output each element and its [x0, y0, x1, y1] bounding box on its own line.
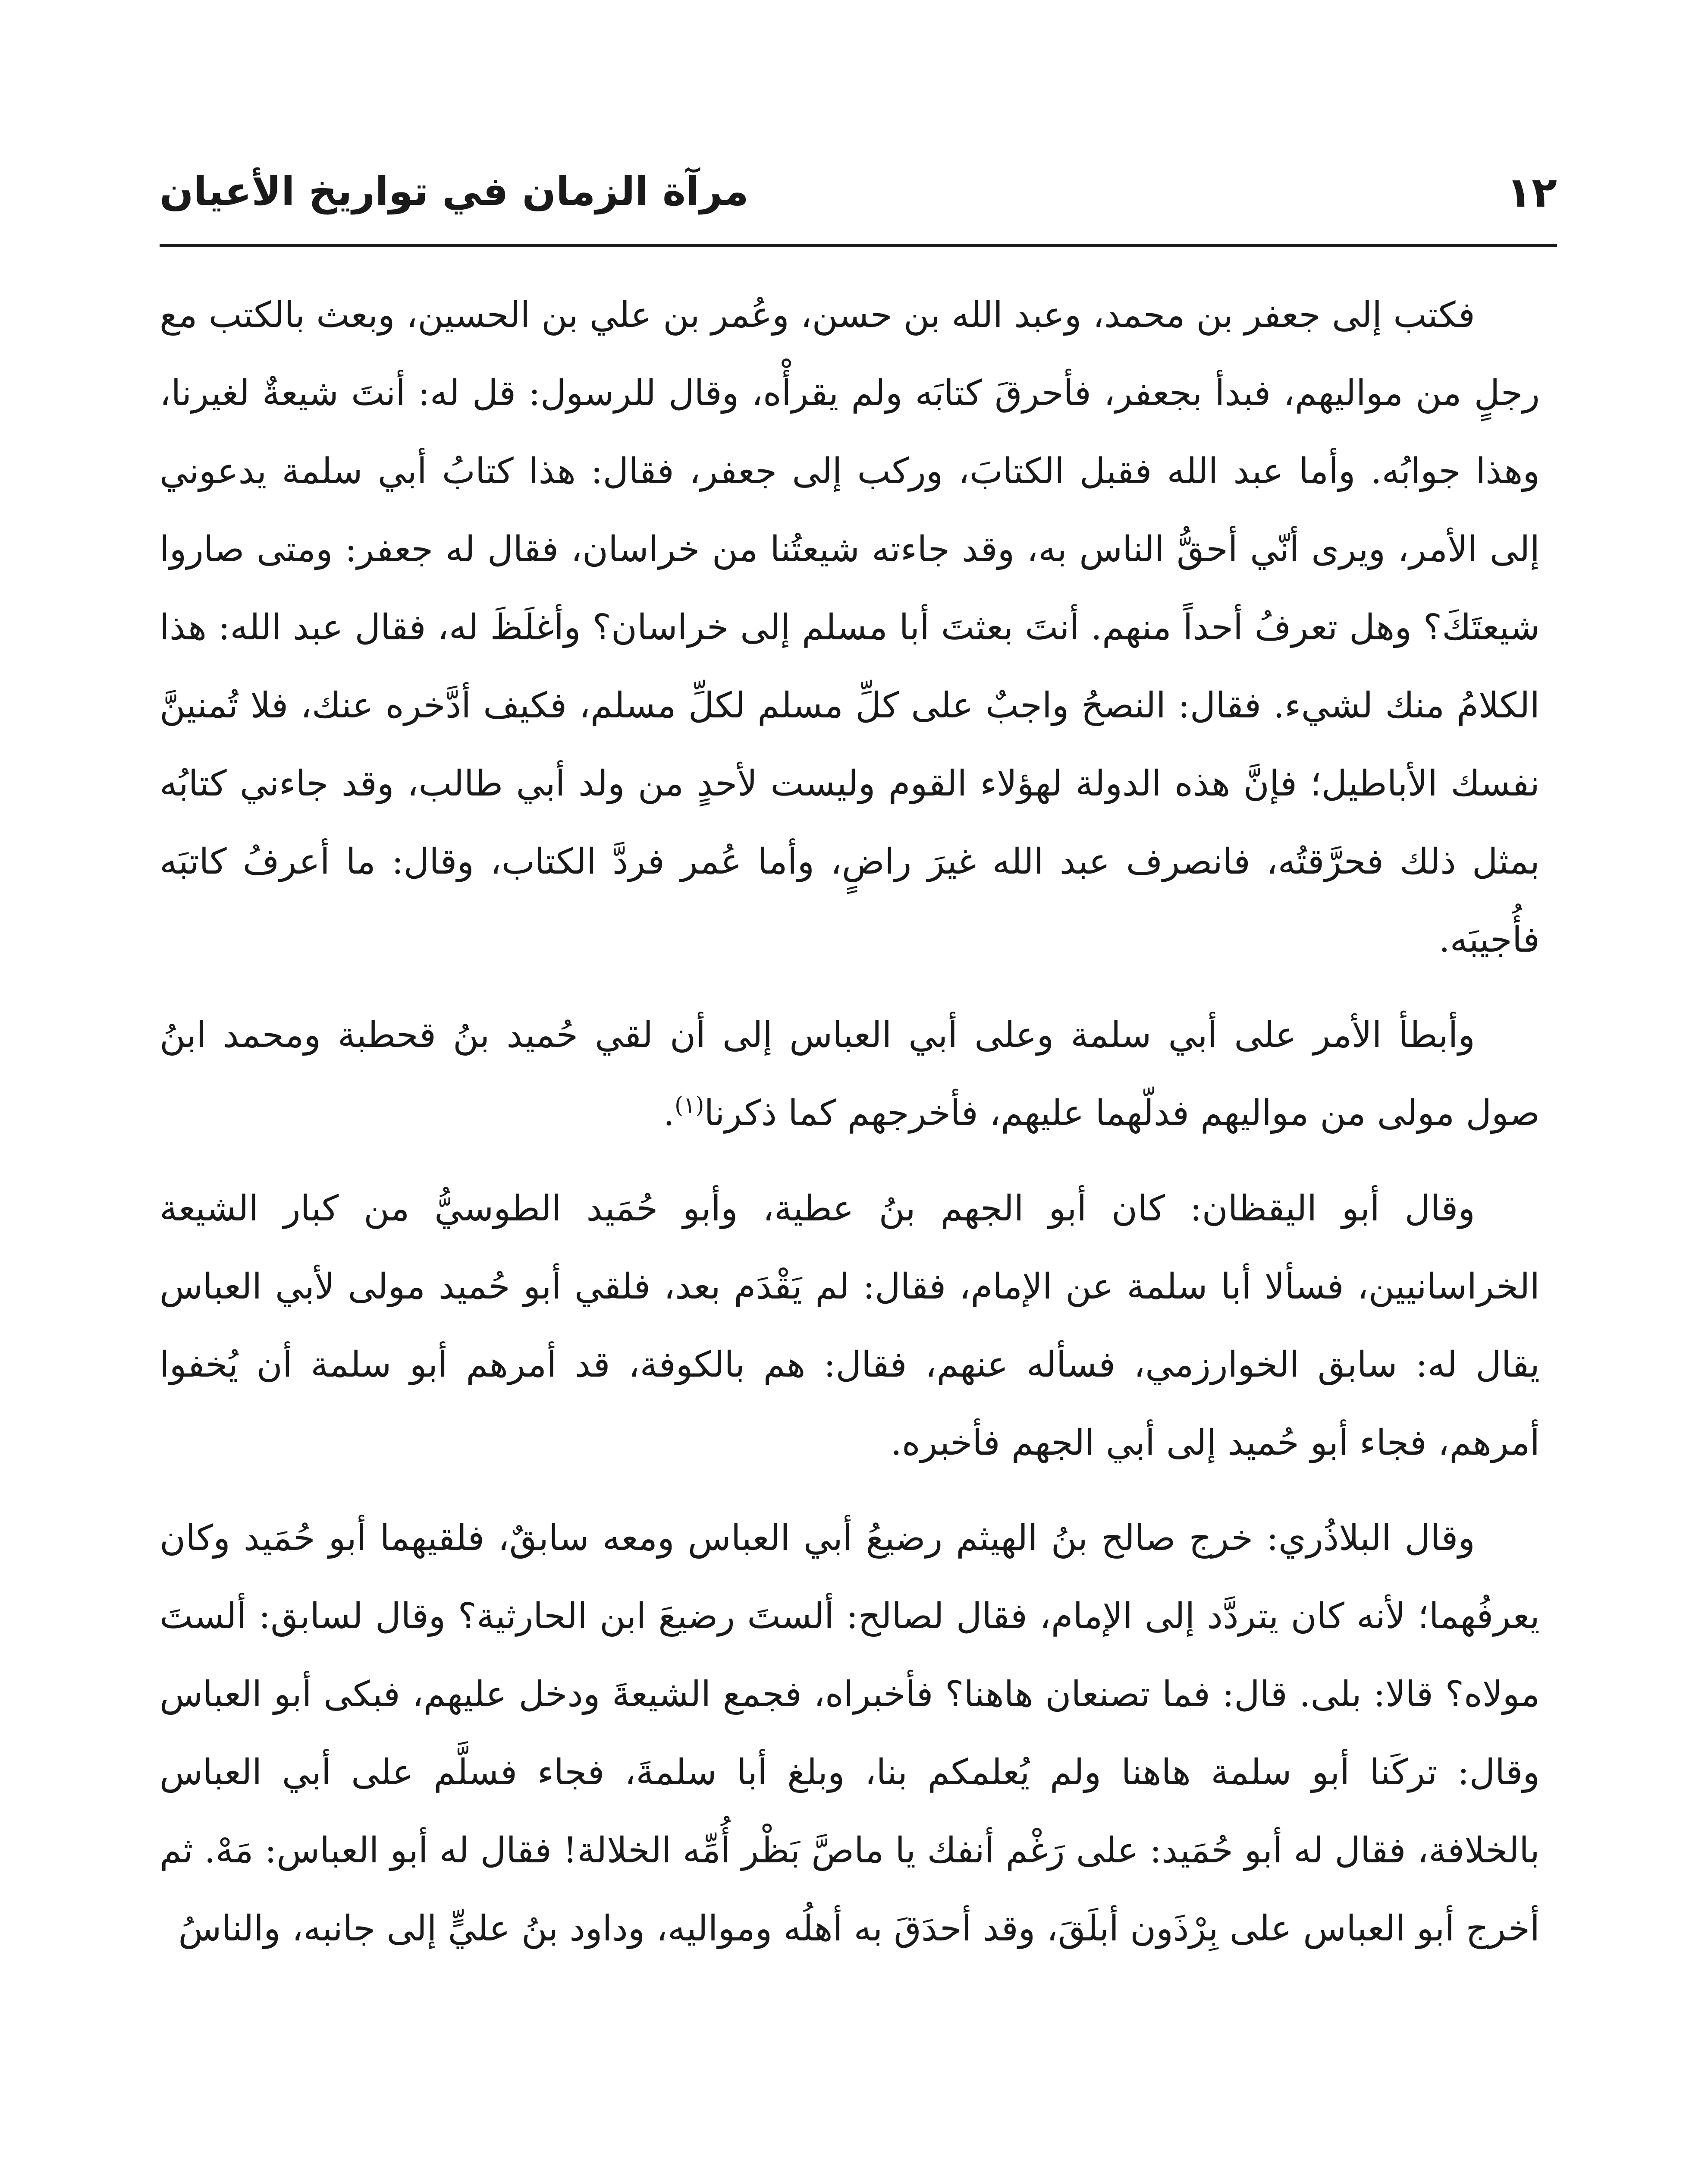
page-header [160, 151, 1557, 233]
running-title: مرآة الزمان في تواريخ الأعيان [160, 168, 749, 214]
main-text [160, 276, 1540, 1985]
paragraph-3: وقال أبو اليقظان: كان أبو الجهم بنُ عطية، وأبو حُمَيد الطوسيُّ من كبار الشيعة الخراسانيين، فسألا أبا سلمة عن الإمام، فقال: لم يَقْدَم بعد، فلقي أبو حُميد مولى لأبي العباس يقال له: سابق الخوارزمي، فسأله عنهم، فقال: هم بالكوفة، قد أمرهم أبو سلمة أن يُخفوا أمرهم، فجاء أبو حُميد إلى أبي الجهم فأخبره. [160, 1188, 1540, 1463]
paragraph-2-end: . [663, 1093, 675, 1134]
paragraph-4: وقال البلاذُري: خرج صالح بنُ الهيثم رضيعُ أبي العباس ومعه سابقٌ، فلقيهما أبو حُمَيد وكان يعرفُهما؛ لأنه كان يتردَّد إلى الإمام، فقال لصالح: ألستَ رضيعَ ابن الحارثية؟ وقال لسابق: ألستَ مولاه؟ قالا: بلى. قال: فما تصنعان هاهنا؟ فأخبراه، فجمع الشيعةَ ودخل عليهم، فبكى أبو العباس وقال: تركَنا أبو سلمة هاهنا ولم يُعلمكم بنا، وبلغ أبا سلمةَ، فجاء فسلَّم على أبي العباس بالخلافة، فقال له أبو حُمَيد: على رَغْم أنفك يا ماصَّ بَظْر أُمِّه الخلالة! فقال له أبو العباس: مَهْ. ثم أخرج أبو العباس على بِرْذَون أبلَقَ، وقد أحدَقَ به أهلُه ومواليه، وداود بنُ عليٍّ إلى جانبه، والناسُ [160, 1518, 1540, 1949]
paragraph-2-text: وأبطأ الأمر على أبي سلمة وعلى أبي العباس إلى أن لقي حُميد بنُ قحطبة ومحمد ابنُ صول مولى من مواليهم فدلّهما عليهم، فأخرجهم كما ذكرنا [160, 1015, 1540, 1134]
header-rule [160, 244, 1557, 247]
paragraph-1: فكتب إلى جعفر بن محمد، وعبد الله بن حسن، وعُمر بن علي بن الحسين، وبعث بالكتب مع رجلٍ من مواليهم، فبدأ بجعفر، فأحرقَ كتابَه ولم يقرأْه، وقال للرسول: قل له: أنتَ شيعةٌ لغيرنا، وهذا جوابُه. وأما عبد الله فقبل الكتابَ، وركب إلى جعفر، فقال: هذا كتابُ أبي سلمة يدعوني إلى الأمر، ويرى أنّي أحقُّ الناس به، وقد جاءته شيعتُنا من خراسان، فقال له جعفر: ومتى صاروا شيعتَكَ؟ وهل تعرفُ أحداً منهم. أنتَ بعثتَ أبا مسلم إلى خراسان؟ وأغلَظَ له، فقال عبد الله: هذا الكلامُ منك لشيء. فقال: النصحُ واجبٌ على كلِّ مسلم لكلِّ مسلم، فكيف أدَّخره عنك، فلا تُمنينَّ نفسك الأباطيل؛ فإنَّ هذه الدولة لهؤلاء القوم وليست لأحدٍ من ولد أبي طالب، وقد جاءني كتابُه بمثل ذلك فحرَّقتُه، فانصرف عبد الله غيرَ راضٍ، وأما عُمر فردَّ الكتاب، وقال: ما أعرفُ كاتبَه فأُجيبَه. [160, 295, 1540, 960]
paragraph-2 [160, 996, 1540, 1152]
footnote-reference: (١) [674, 1092, 704, 1119]
page-number: ١٢ [1506, 168, 1557, 217]
